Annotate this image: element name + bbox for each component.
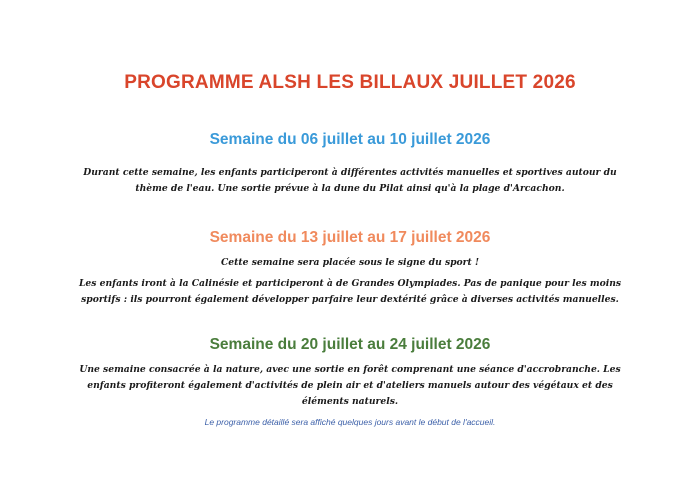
week-2-paragraph-1: Cette semaine sera placée sous le signe du sport !	[221, 257, 479, 268]
week-1-paragraph-1: Durant cette semaine, les enfants participeront à différentes activités manuelles et sportives autour du thème de l'eau. Une sortie prévue à la dune du Pilat ainsi qu'à la plage d'Arcachon.	[83, 167, 617, 194]
week-2-heading: Semaine du 13 juillet au 17 juillet 2026	[209, 229, 491, 246]
footer-note: Le programme détaillé sera affiché quelques jours avant le début de l'accueil.	[204, 417, 496, 427]
week-3-paragraph-1: Une semaine consacrée à la nature, avec une sortie en forêt comprenant une séance d'accrobranche. Les enfants profiteront également d'activités de plein air et d'ateliers manuels autour des végétaux et des éléments naturels.	[79, 364, 621, 407]
page-title: PROGRAMME ALSH LES BILLAUX JUILLET 2026	[124, 72, 576, 93]
week-1-heading: Semaine du 06 juillet au 10 juillet 2026	[209, 131, 491, 148]
week-2-paragraph-2: Les enfants iront à la Calinésie et participeront à de Grandes Olympiades. Pas de panique pour les moins sportifs : ils pourront également développer parfaire leur dextérité grâce à diverses activités manuelles.	[78, 278, 622, 305]
week-3-heading: Semaine du 20 juillet au 24 juillet 2026	[209, 336, 491, 353]
